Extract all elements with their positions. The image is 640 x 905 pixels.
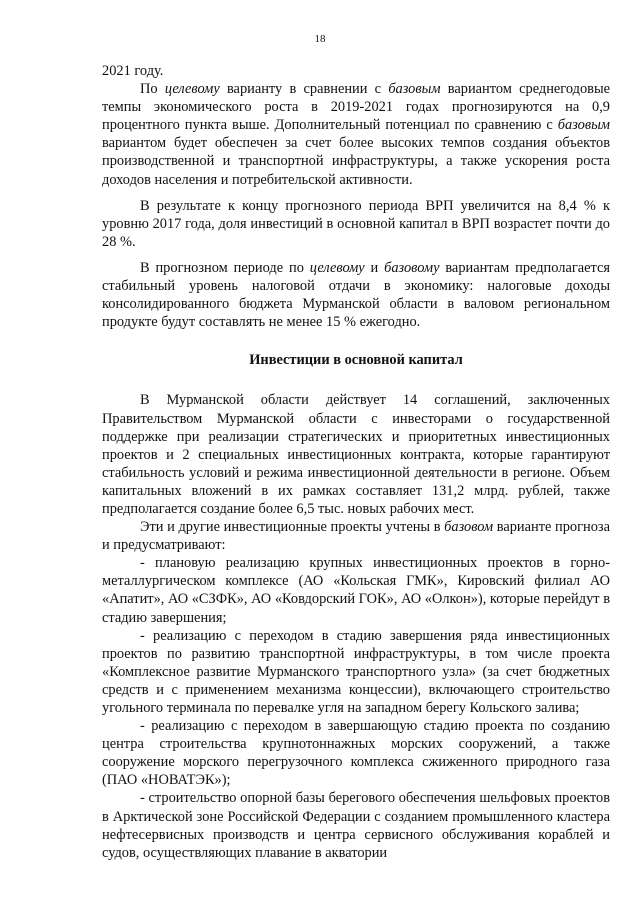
paragraph-agreements: В Мурманской области действует 14 соглашений, заключенных Правительством Мурманской области с инвесторами о государственной поддержке при реализации стратегических и приоритетных инвестиционных проектов и 2 специальных инвестиционных контракта, которые гарантируют стабильность условий и режима инвестиционной деятельности в регионе. Объем капитальных вложений в их рамках составляет 131,2 млрд. рублей, также предполагается создание более 6,5 тыс. новых рабочих мест.: [102, 392, 610, 517]
paragraph-target-variant: По целевому варианту в сравнении с базовым вариантом среднегодовые темпы экономического роста в 2019-2021 годах прогнозируются на 0,9 процентного пункта выше. Дополнительный потенциал по сравнению с базовым вариантом будет обеспечен за счет более высоких темпов создания объектов производственной и транспортной инфраструктуры, а также ускорения роста доходов населения и потребительской активности.: [102, 81, 611, 188]
list-item-transport: - реализацию с переходом в стадию завершения ряда инвестиционных проектов по развитию транспортной инфраструктуры, в том числе проекта «Комплексное развитие Мурманского транспортного узла» (за счет бюджетных средств и с применением механизма концессии), включающего строительство угольного терминала по перевалке угля на западном берегу Кольского залива;: [102, 627, 610, 716]
paragraph-grp-growth: В результате к концу прогнозного периода ВРП увеличится на 8,4 % к уровню 2017 года, доля инвестиций в основной капитал в ВРП возрастет почти до 28 %.: [102, 197, 610, 250]
paragraph-tax-return: В прогнозном периоде по целевому и базовому вариантам предполагается стабильный уровень налоговой отдачи в экономику: налоговые доходы консолидированного бюджета Мурманской области в валовом региональном продукте будут составлять не менее 15 % ежегодно.: [102, 259, 610, 331]
list-item-mining: - плановую реализацию крупных инвестиционных проектов в горно-металлургическом комплексе (АО «Кольская ГМК», Кировский филиал АО «Апатит», АО «СЗФК», АО «Ковдорский ГОК», АО «Олкон»), которые перейдут в стадию завершения;: [102, 555, 610, 626]
list-item-offshore-structures: - реализацию с переходом в завершающую стадию проекта по созданию центра строительства крупнотоннажных морских сооружений, а также сооружение морского перегрузочного комплекса сжиженного природного газа (ПАО «НОВАТЭК»);: [102, 718, 610, 789]
document-body: [102, 62, 610, 862]
section-heading: Инвестиции в основной капитал: [249, 352, 463, 369]
paragraph-continuation: 2021 году.: [102, 63, 164, 79]
list-item-shelf-base: - строительство опорной базы берегового обеспечения шельфовых проектов в Арктической зоне Российской Федерации с созданием промышленного кластера нефтесервисных производств и центра сервисного обслуживания кораблей и судов, осуществляющих плавание в акватории: [102, 790, 610, 861]
paragraph-projects-intro: Эти и другие инвестиционные проекты учтены в базовом варианте прогноза и предусматривают:: [102, 519, 611, 554]
page-number: 18: [314, 33, 326, 45]
